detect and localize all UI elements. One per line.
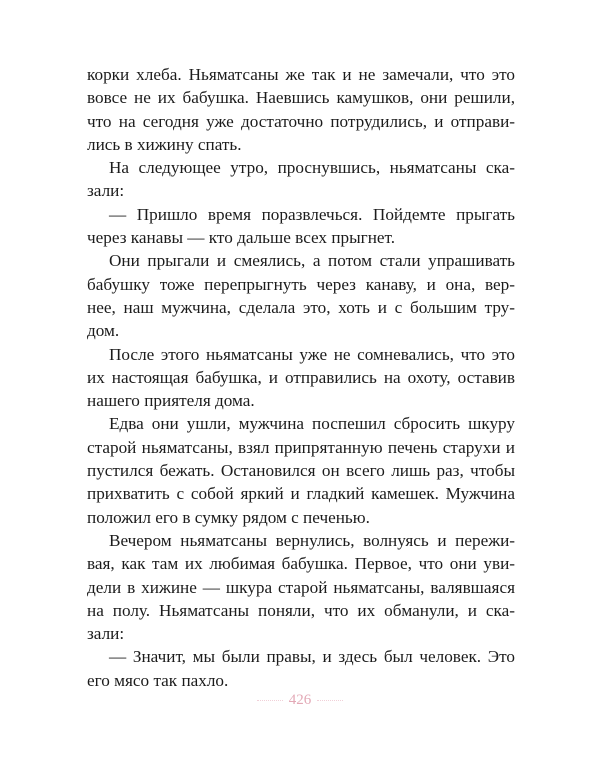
text-line: После этого ньяматсаны уже не сомневались, что это	[109, 344, 515, 364]
text-line: Вечером ньяматсаны вернулись, волнуясь и пережи-	[109, 530, 515, 550]
text-line: зали:	[87, 181, 125, 201]
page-body	[87, 63, 515, 692]
text-line: корки хлеба. Ньяматсаны же так и не замечали, что это	[87, 65, 515, 84]
text-line: — Значит, мы были правы, и здесь был человек. Это	[109, 647, 515, 667]
text-line: Они прыгали и смеялись, а потом стали упрашивать	[109, 251, 515, 271]
text-line: пустился бежать. Остановился он всего лишь раз, чтобы	[87, 461, 515, 481]
text-line: что на сегодня уже достаточно потрудились, и отправи-	[87, 111, 515, 131]
text-line: старой ньяматсаны, взял припрятанную печень старухи и	[87, 437, 515, 457]
text-line: его мясо так пахло.	[87, 670, 229, 690]
page-number-footer	[0, 692, 600, 709]
text-line: — Пришло время поразвлечься. Пойдемте прыгать	[109, 204, 515, 224]
text-line: дели в хижине — шкура старой ньяматсаны, валявшаяся	[87, 577, 515, 597]
text-line: бабушку тоже перепрыгнуть через канаву, и она, вер-	[87, 274, 515, 294]
text-line: нашего приятеля дома.	[87, 391, 255, 411]
text-line: Едва они ушли, мужчина поспешил сбросить шкуру	[109, 414, 515, 434]
text-line: нее, наш мужчина, сделала это, хоть и с большим тру-	[87, 297, 515, 317]
decorative-dash-left	[257, 700, 283, 701]
text-line: положил его в сумку рядом с печенью.	[87, 507, 370, 527]
text-line: их настоящая бабушка, и отправились на охоту, оставив	[87, 367, 515, 387]
text-line: вовсе не их бабушка. Наевшись камушков, они решили,	[87, 88, 515, 108]
text-line: лись в хижину спать.	[87, 134, 242, 154]
text-line: вая, как там их любимая бабушка. Первое, что они уви-	[87, 554, 515, 574]
decorative-dash-right	[317, 700, 343, 701]
text-line: прихватить с собой яркий и гладкий камешек. Мужчина	[87, 484, 515, 504]
text-line: зали:	[87, 624, 125, 644]
text-line: На следующее утро, проснувшись, ньяматсаны ска-	[109, 158, 515, 178]
page-number: 426	[288, 692, 312, 708]
text-line: через канавы — кто дальше всех прыгнет.	[87, 228, 396, 248]
text-line: дом.	[87, 321, 120, 341]
text-line: на полу. Ньяматсаны поняли, что их обманули, и ска-	[87, 600, 515, 620]
